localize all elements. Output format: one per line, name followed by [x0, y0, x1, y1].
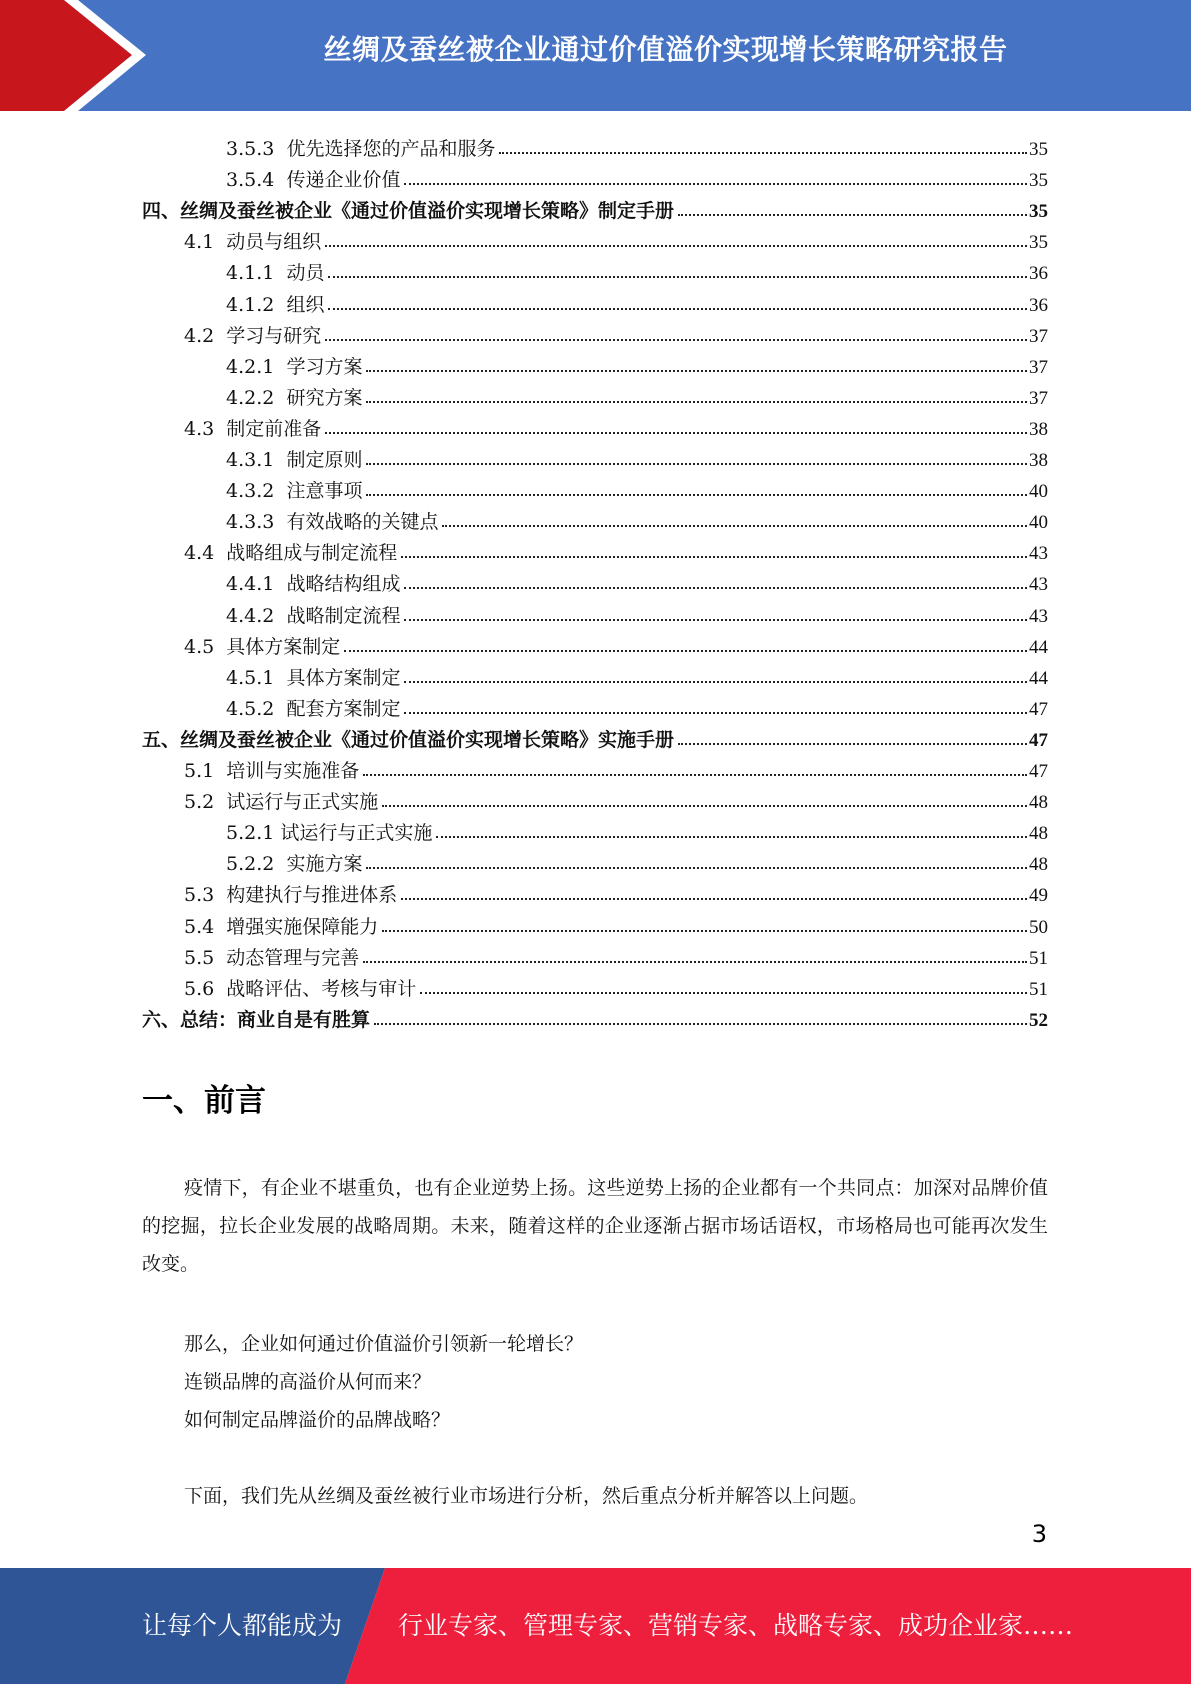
toc-entry-page: 48	[1029, 792, 1048, 814]
toc-entry-label: 制定原则	[286, 449, 363, 471]
toc-entry-label: 传递企业价值	[286, 169, 401, 192]
toc-entry-page: 48	[1029, 823, 1048, 845]
toc-entry-number: 4.2	[184, 324, 227, 347]
toc-leader-dots	[499, 152, 1027, 154]
toc-entry-page: 50	[1029, 916, 1048, 938]
toc-entry-page: 35	[1029, 170, 1048, 192]
toc-entry-label: 实施方案	[286, 853, 363, 876]
toc-entry[interactable]	[226, 501, 1048, 532]
toc-entry[interactable]	[184, 626, 1048, 657]
toc-entry-number: 4.3.1	[226, 449, 287, 471]
toc-entry-page: 37	[1029, 325, 1048, 347]
toc-entry-number: 4.3.3	[226, 511, 287, 534]
toc-entry[interactable]	[226, 688, 1048, 719]
toc-entry-page: 37	[1029, 356, 1048, 378]
toc-leader-dots	[678, 743, 1027, 745]
closing-paragraph: 下面，我们先从丝绸及蚕丝被行业市场进行分析，然后重点分析并解答以上问题。	[184, 1485, 869, 1507]
toc-leader-dots	[401, 556, 1027, 558]
toc-entry-number: 4.1.2	[226, 293, 287, 316]
toc-leader-dots	[328, 308, 1027, 310]
toc-entry-page: 49	[1029, 885, 1048, 907]
toc-entry-page: 51	[1029, 978, 1048, 1000]
toc-leader-dots	[325, 432, 1027, 434]
toc-leader-dots	[436, 836, 1027, 838]
question-3: 如何制定品牌溢价的品牌战略？	[184, 1409, 451, 1431]
toc-entry-label: 配套方案制定	[286, 697, 401, 720]
toc-entry-page: 35	[1029, 232, 1048, 254]
toc-entry-label: 学习方案	[286, 355, 363, 378]
section-heading: 一、前言	[142, 1083, 266, 1119]
toc-entry-number: 4.4	[184, 542, 227, 565]
toc-entry[interactable]	[226, 128, 1048, 159]
toc-entry-number: 5.3	[184, 884, 227, 907]
toc-leader-dots	[404, 183, 1027, 185]
toc-entry-label: 组织	[286, 293, 325, 316]
toc-entry-page: 35	[1029, 139, 1048, 160]
toc-entry[interactable]	[226, 657, 1048, 688]
toc-entry[interactable]	[184, 750, 1048, 781]
toc-entry-label: 制定前准备	[226, 417, 322, 440]
toc-leader-dots	[678, 214, 1027, 216]
toc-leader-dots	[366, 867, 1027, 869]
toc-entry-number: 4.5.1	[226, 666, 287, 689]
toc-leader-dots	[366, 463, 1027, 465]
toc-entry[interactable]	[226, 470, 1048, 501]
toc-leader-dots	[363, 774, 1027, 776]
toc-entry-number: 4.2.1	[226, 355, 287, 378]
toc-leader-dots	[366, 494, 1027, 496]
report-title: 丝绸及蚕丝被企业通过价值溢价实现增长策略研究报告	[323, 33, 1008, 66]
toc-entry-label: 动态管理与完善	[226, 946, 360, 969]
toc-entry-label: 试运行与正式实施	[226, 791, 379, 814]
toc-entry-page: 40	[1029, 481, 1048, 503]
toc-entry[interactable]	[184, 315, 1048, 346]
toc-entry-number: 4.4.2	[226, 604, 287, 627]
toc-entry-label: 构建执行与推进体系	[226, 884, 398, 907]
toc-entry-page: 44	[1029, 636, 1048, 658]
question-1: 那么，企业如何通过价值溢价引领新一轮增长？	[184, 1333, 584, 1355]
toc-entry-page: 43	[1029, 574, 1048, 596]
toc-entry-number: 4.4.1	[226, 573, 287, 596]
toc-entry-label: 增强实施保障能力	[226, 915, 379, 938]
toc-leader-dots	[404, 587, 1027, 589]
toc-entry-label: 动员与组织	[226, 231, 322, 254]
toc-entry[interactable]	[226, 843, 1048, 874]
toc-leader-dots	[404, 681, 1027, 683]
toc-entry-number: 4.3	[184, 417, 227, 440]
toc-leader-dots	[401, 898, 1027, 900]
toc-entry-label: 优先选择您的产品和服务	[286, 138, 496, 160]
toc-entry-page: 43	[1029, 543, 1048, 565]
toc-entry-number: 4.2.2	[226, 386, 287, 409]
toc-entry-label: 战略评估、考核与审计	[226, 977, 417, 1000]
toc-entry[interactable]	[184, 874, 1048, 905]
toc-entry-number: 5.4	[184, 915, 227, 938]
toc-entry[interactable]	[184, 221, 1048, 252]
toc-entry[interactable]	[226, 595, 1048, 626]
page-header	[0, 0, 1191, 111]
toc-entry[interactable]	[142, 719, 1048, 750]
toc-leader-dots	[382, 805, 1027, 807]
toc-entry-number: 4.3.2	[226, 480, 287, 503]
toc-entry-label: 战略结构组成	[286, 573, 401, 596]
toc-entry-number: 4.1.1	[226, 262, 287, 285]
toc-entry-label: 有效战略的关键点	[286, 511, 439, 534]
toc-entry[interactable]	[226, 346, 1048, 377]
toc-entry-page: 51	[1029, 947, 1048, 969]
toc-entry-label: 战略组成与制定流程	[226, 542, 398, 565]
toc-entry-number: 4.5	[184, 635, 227, 658]
toc-entry-label: 五、丝绸及蚕丝被企业《通过价值溢价实现增长策略》实施手册	[142, 728, 675, 751]
toc-entry-page: 52	[1029, 1009, 1048, 1031]
toc-entry-page: 38	[1029, 418, 1048, 440]
toc-entry-label: 培训与实施准备	[226, 760, 360, 782]
toc-entry[interactable]	[184, 906, 1048, 937]
toc-entry[interactable]	[226, 812, 1048, 843]
toc-entry-page: 47	[1029, 761, 1048, 782]
page-number: 3	[1031, 1520, 1047, 1548]
toc-entry-label: 注意事项	[286, 480, 363, 503]
toc-entry-number: 5.1	[184, 760, 227, 782]
toc-entry-number: 5.5	[184, 946, 227, 969]
toc-leader-dots	[404, 712, 1027, 714]
toc-leader-dots	[325, 245, 1027, 247]
toc-entry[interactable]	[226, 284, 1048, 315]
question-2: 连锁品牌的高溢价从何而来？	[184, 1371, 432, 1393]
toc-entry-page: 36	[1029, 263, 1048, 285]
toc-entry[interactable]	[142, 999, 1048, 1030]
page-footer	[0, 1568, 1191, 1684]
toc-entry-label: 六、总结：商业自是有胜算	[142, 1008, 371, 1031]
toc-entry-label: 战略制定流程	[286, 604, 401, 627]
toc-entry[interactable]	[184, 781, 1048, 812]
toc-entry-number: 4.5.2	[226, 697, 287, 720]
footer-slogan-left: 让每个人都能成为	[142, 1611, 343, 1640]
toc-entry-page: 40	[1029, 512, 1048, 534]
toc-entry[interactable]	[184, 408, 1048, 439]
toc-entry-label: 动员	[286, 262, 325, 285]
toc-entry[interactable]	[226, 439, 1048, 470]
toc-entry-number: 3.5.3	[226, 138, 287, 160]
toc-entry-number: 5.2.1	[226, 822, 281, 845]
toc-leader-dots	[442, 525, 1027, 527]
toc-leader-dots	[374, 1023, 1027, 1025]
toc-entry-page: 44	[1029, 667, 1048, 689]
toc-entry-number: 5.2	[184, 791, 227, 814]
toc-entry[interactable]	[184, 937, 1048, 968]
toc-entry[interactable]	[226, 563, 1048, 594]
toc-leader-dots	[325, 339, 1027, 341]
toc-entry-label: 学习与研究	[226, 324, 322, 347]
intro-paragraph: 疫情下，有企业不堪重负，也有企业逆势上扬。这些逆势上扬的企业都有一个共同点：加深对品牌价值的挖掘，拉长企业发展的战略周期。未来，随着这样的企业逐渐占据市场话语权，市场格局也可能再次发生改变。	[142, 1177, 1048, 1275]
toc-entry-page: 38	[1029, 450, 1048, 471]
toc-leader-dots	[366, 370, 1027, 372]
toc-entry-label: 研究方案	[286, 386, 363, 409]
toc-leader-dots	[366, 401, 1027, 403]
toc-entry-page: 47	[1029, 698, 1048, 720]
footer-slogan-right: 行业专家、管理专家、营销专家、战略专家、成功企业家……	[398, 1611, 1074, 1640]
toc-entry-label: 具体方案制定	[226, 635, 341, 658]
toc-entry-page: 43	[1029, 605, 1048, 627]
toc-leader-dots	[382, 930, 1027, 932]
toc-leader-dots	[420, 992, 1027, 994]
toc-leader-dots	[328, 276, 1027, 278]
toc-entry-number: 5.2.2	[226, 853, 287, 876]
toc-entry-label: 试运行与正式实施	[280, 822, 433, 845]
toc-entry-page: 35	[1029, 201, 1048, 223]
toc-entry[interactable]	[226, 252, 1048, 283]
toc-leader-dots	[404, 619, 1027, 621]
toc-entry-number: 3.5.4	[226, 169, 287, 192]
toc-entry-page: 36	[1029, 294, 1048, 316]
toc-entry-number: 4.1	[184, 231, 227, 254]
toc-entry[interactable]	[226, 159, 1048, 190]
toc-entry-label: 具体方案制定	[286, 666, 401, 689]
toc-entry-label: 四、丝绸及蚕丝被企业《通过价值溢价实现增长策略》制定手册	[142, 200, 675, 223]
toc-entry[interactable]	[184, 968, 1048, 999]
toc-entry-page: 48	[1029, 854, 1048, 876]
toc-entry[interactable]	[226, 377, 1048, 408]
toc-entry-number: 5.6	[184, 977, 227, 1000]
toc-leader-dots	[363, 961, 1027, 963]
toc-entry[interactable]	[184, 532, 1048, 563]
toc-leader-dots	[344, 650, 1027, 652]
toc-entry-page: 37	[1029, 387, 1048, 409]
toc-entry[interactable]	[142, 190, 1048, 221]
toc-entry-page: 47	[1029, 729, 1048, 751]
